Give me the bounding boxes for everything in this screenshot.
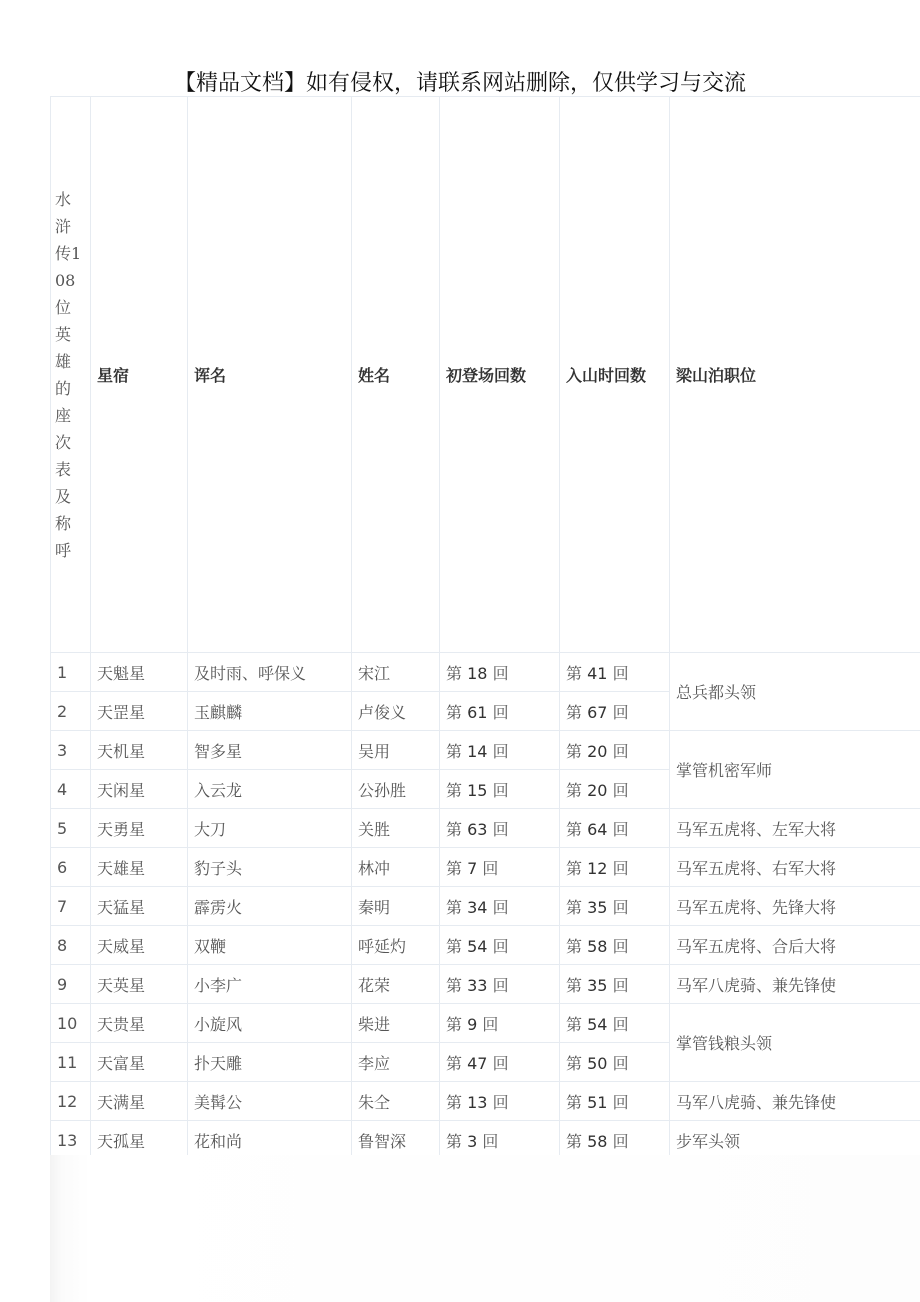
chapter-suffix: 回 [612, 975, 629, 995]
position-cell: 马军五虎将、先锋大将 [670, 887, 920, 926]
table-row [51, 1121, 920, 1160]
chapter-suffix: 回 [482, 858, 499, 878]
first-appearance-cell [440, 692, 560, 731]
nickname-cell: 智多星 [188, 731, 352, 770]
name-cell: 关胜 [352, 809, 440, 848]
star-cell: 天闲星 [91, 770, 188, 809]
chapter-number: 35 [587, 897, 608, 917]
first-appearance-cell [440, 653, 560, 692]
position-cell: 掌管机密军师 [670, 731, 920, 809]
chapter-suffix: 回 [492, 702, 509, 722]
table-row [51, 809, 920, 848]
chapter-suffix: 回 [612, 1131, 629, 1151]
star-cell: 天雄星 [91, 848, 188, 887]
join-chapter-cell [560, 692, 670, 731]
nickname-cell: 及时雨、呼保义 [188, 653, 352, 692]
nickname-cell: 扑天雕 [188, 1043, 352, 1082]
chapter-suffix: 回 [482, 1131, 499, 1151]
hero-table [50, 96, 920, 1160]
chapter-number: 64 [587, 819, 608, 839]
star-cell: 天贵星 [91, 1004, 188, 1043]
chapter-number: 41 [587, 663, 608, 683]
chapter-number: 54 [587, 1014, 608, 1034]
chapter-number: 58 [587, 936, 608, 956]
chapter-prefix: 第 [446, 936, 463, 956]
join-chapter-cell [560, 653, 670, 692]
position-cell: 马军五虎将、左军大将 [670, 809, 920, 848]
chapter-prefix: 第 [566, 1053, 583, 1073]
chapter-suffix: 回 [492, 1053, 509, 1073]
position-cell: 马军八虎骑、兼先锋使 [670, 965, 920, 1004]
nickname-cell: 大刀 [188, 809, 352, 848]
chapter-number: 54 [467, 936, 488, 956]
chapter-prefix: 第 [566, 897, 583, 917]
name-cell: 秦明 [352, 887, 440, 926]
nickname-cell: 小旋风 [188, 1004, 352, 1043]
nickname-cell: 入云龙 [188, 770, 352, 809]
column-header-star: 星宿 [91, 97, 188, 653]
join-chapter-cell [560, 809, 670, 848]
chapter-prefix: 第 [446, 702, 463, 722]
rank-cell: 3 [51, 731, 91, 770]
first-appearance-cell [440, 965, 560, 1004]
chapter-prefix: 第 [566, 936, 583, 956]
table-row [51, 1004, 920, 1043]
chapter-prefix: 第 [446, 663, 463, 683]
name-cell: 李应 [352, 1043, 440, 1082]
star-cell: 天猛星 [91, 887, 188, 926]
chapter-suffix: 回 [492, 780, 509, 800]
rank-cell: 12 [51, 1082, 91, 1121]
chapter-prefix: 第 [446, 741, 463, 761]
chapter-prefix: 第 [446, 1092, 463, 1112]
table-row [51, 1082, 920, 1121]
name-cell: 林冲 [352, 848, 440, 887]
chapter-suffix: 回 [612, 819, 629, 839]
star-cell: 天罡星 [91, 692, 188, 731]
chapter-number: 3 [467, 1131, 478, 1151]
chapter-prefix: 第 [566, 819, 583, 839]
table-row [51, 887, 920, 926]
chapter-suffix: 回 [612, 936, 629, 956]
chapter-number: 67 [587, 702, 608, 722]
chapter-suffix: 回 [492, 819, 509, 839]
chapter-suffix: 回 [612, 1092, 629, 1112]
chapter-prefix: 第 [566, 1014, 583, 1034]
chapter-suffix: 回 [612, 1053, 629, 1073]
chapter-suffix: 回 [482, 1014, 499, 1034]
chapter-suffix: 回 [612, 780, 629, 800]
chapter-number: 20 [587, 780, 608, 800]
name-cell: 公孙胜 [352, 770, 440, 809]
chapter-suffix: 回 [492, 1092, 509, 1112]
chapter-suffix: 回 [612, 741, 629, 761]
chapter-prefix: 第 [446, 1014, 463, 1034]
name-cell: 宋江 [352, 653, 440, 692]
column-header-first-appearance: 初登场回数 [440, 97, 560, 653]
chapter-suffix: 回 [612, 663, 629, 683]
first-appearance-cell [440, 731, 560, 770]
position-cell: 掌管钱粮头领 [670, 1004, 920, 1082]
join-chapter-cell [560, 1004, 670, 1043]
chapter-number: 15 [467, 780, 488, 800]
position-cell: 总兵都头领 [670, 653, 920, 731]
position-cell: 马军八虎骑、兼先锋使 [670, 1082, 920, 1121]
chapter-number: 13 [467, 1092, 488, 1112]
first-appearance-cell [440, 926, 560, 965]
nickname-cell: 玉麒麟 [188, 692, 352, 731]
first-appearance-cell [440, 1043, 560, 1082]
chapter-prefix: 第 [446, 975, 463, 995]
table-row [51, 965, 920, 1004]
chapter-number: 18 [467, 663, 488, 683]
rank-cell: 2 [51, 692, 91, 731]
column-header-nickname: 诨名 [188, 97, 352, 653]
chapter-number: 12 [587, 858, 608, 878]
chapter-prefix: 第 [446, 780, 463, 800]
chapter-suffix: 回 [612, 858, 629, 878]
rank-cell: 6 [51, 848, 91, 887]
chapter-number: 35 [587, 975, 608, 995]
name-cell: 呼延灼 [352, 926, 440, 965]
first-appearance-cell [440, 848, 560, 887]
chapter-number: 50 [587, 1053, 608, 1073]
name-cell: 卢俊义 [352, 692, 440, 731]
rank-cell: 1 [51, 653, 91, 692]
chapter-number: 14 [467, 741, 488, 761]
star-cell: 天孤星 [91, 1121, 188, 1160]
chapter-number: 7 [467, 858, 478, 878]
chapter-number: 33 [467, 975, 488, 995]
chapter-number: 63 [467, 819, 488, 839]
table-row [51, 848, 920, 887]
name-cell: 朱仝 [352, 1082, 440, 1121]
nickname-cell: 花和尚 [188, 1121, 352, 1160]
star-cell: 天富星 [91, 1043, 188, 1082]
join-chapter-cell [560, 1121, 670, 1160]
nickname-cell: 霹雳火 [188, 887, 352, 926]
rank-cell: 4 [51, 770, 91, 809]
chapter-prefix: 第 [566, 1131, 583, 1151]
rank-cell: 7 [51, 887, 91, 926]
chapter-prefix: 第 [566, 858, 583, 878]
join-chapter-cell [560, 1082, 670, 1121]
chapter-prefix: 第 [446, 897, 463, 917]
page-header: 【精品文档】如有侵权，请联系网站删除，仅供学习与交流 [173, 71, 746, 96]
chapter-prefix: 第 [566, 741, 583, 761]
chapter-prefix: 第 [566, 780, 583, 800]
position-cell: 马军五虎将、右军大将 [670, 848, 920, 887]
name-cell: 鲁智深 [352, 1121, 440, 1160]
join-chapter-cell [560, 848, 670, 887]
chapter-suffix: 回 [612, 1014, 629, 1034]
chapter-prefix: 第 [446, 819, 463, 839]
column-header-position: 梁山泊职位 [670, 97, 920, 653]
name-cell: 花荣 [352, 965, 440, 1004]
nickname-cell: 小李广 [188, 965, 352, 1004]
star-cell: 天英星 [91, 965, 188, 1004]
join-chapter-cell [560, 1043, 670, 1082]
chapter-prefix: 第 [446, 858, 463, 878]
position-cell: 马军五虎将、合后大将 [670, 926, 920, 965]
table-row [51, 731, 920, 770]
table-row [51, 653, 920, 692]
first-appearance-cell [440, 887, 560, 926]
nickname-cell: 双鞭 [188, 926, 352, 965]
chapter-number: 34 [467, 897, 488, 917]
chapter-number: 20 [587, 741, 608, 761]
first-appearance-cell [440, 1004, 560, 1043]
name-cell: 柴进 [352, 1004, 440, 1043]
chapter-number: 47 [467, 1053, 488, 1073]
first-appearance-cell [440, 1082, 560, 1121]
table-header-row [51, 97, 920, 653]
chapter-suffix: 回 [492, 663, 509, 683]
rank-cell: 5 [51, 809, 91, 848]
star-cell: 天机星 [91, 731, 188, 770]
nickname-cell: 豹子头 [188, 848, 352, 887]
chapter-number: 58 [587, 1131, 608, 1151]
rank-cell: 9 [51, 965, 91, 1004]
rank-cell: 11 [51, 1043, 91, 1082]
faded-page-area [50, 1155, 920, 1302]
rank-cell: 8 [51, 926, 91, 965]
chapter-suffix: 回 [492, 975, 509, 995]
chapter-prefix: 第 [566, 1092, 583, 1112]
chapter-prefix: 第 [566, 975, 583, 995]
join-chapter-cell [560, 731, 670, 770]
chapter-number: 51 [587, 1092, 608, 1112]
join-chapter-cell [560, 965, 670, 1004]
chapter-suffix: 回 [492, 936, 509, 956]
chapter-prefix: 第 [446, 1131, 463, 1151]
join-chapter-cell [560, 770, 670, 809]
first-appearance-cell [440, 1121, 560, 1160]
join-chapter-cell [560, 887, 670, 926]
chapter-suffix: 回 [612, 702, 629, 722]
vertical-title-cell: 水浒传108位英雄的座次表及称呼 [51, 97, 91, 653]
first-appearance-cell [440, 809, 560, 848]
chapter-suffix: 回 [612, 897, 629, 917]
first-appearance-cell [440, 770, 560, 809]
chapter-suffix: 回 [492, 897, 509, 917]
table-row [51, 926, 920, 965]
column-header-join-chapter: 入山时回数 [560, 97, 670, 653]
position-cell: 步军头领 [670, 1121, 920, 1160]
rank-cell: 13 [51, 1121, 91, 1160]
name-cell: 吴用 [352, 731, 440, 770]
star-cell: 天满星 [91, 1082, 188, 1121]
nickname-cell: 美髯公 [188, 1082, 352, 1121]
chapter-prefix: 第 [446, 1053, 463, 1073]
star-cell: 天勇星 [91, 809, 188, 848]
join-chapter-cell [560, 926, 670, 965]
chapter-number: 61 [467, 702, 488, 722]
chapter-number: 9 [467, 1014, 478, 1034]
star-cell: 天威星 [91, 926, 188, 965]
chapter-prefix: 第 [566, 702, 583, 722]
chapter-prefix: 第 [566, 663, 583, 683]
column-header-name: 姓名 [352, 97, 440, 653]
rank-cell: 10 [51, 1004, 91, 1043]
chapter-suffix: 回 [492, 741, 509, 761]
star-cell: 天魁星 [91, 653, 188, 692]
